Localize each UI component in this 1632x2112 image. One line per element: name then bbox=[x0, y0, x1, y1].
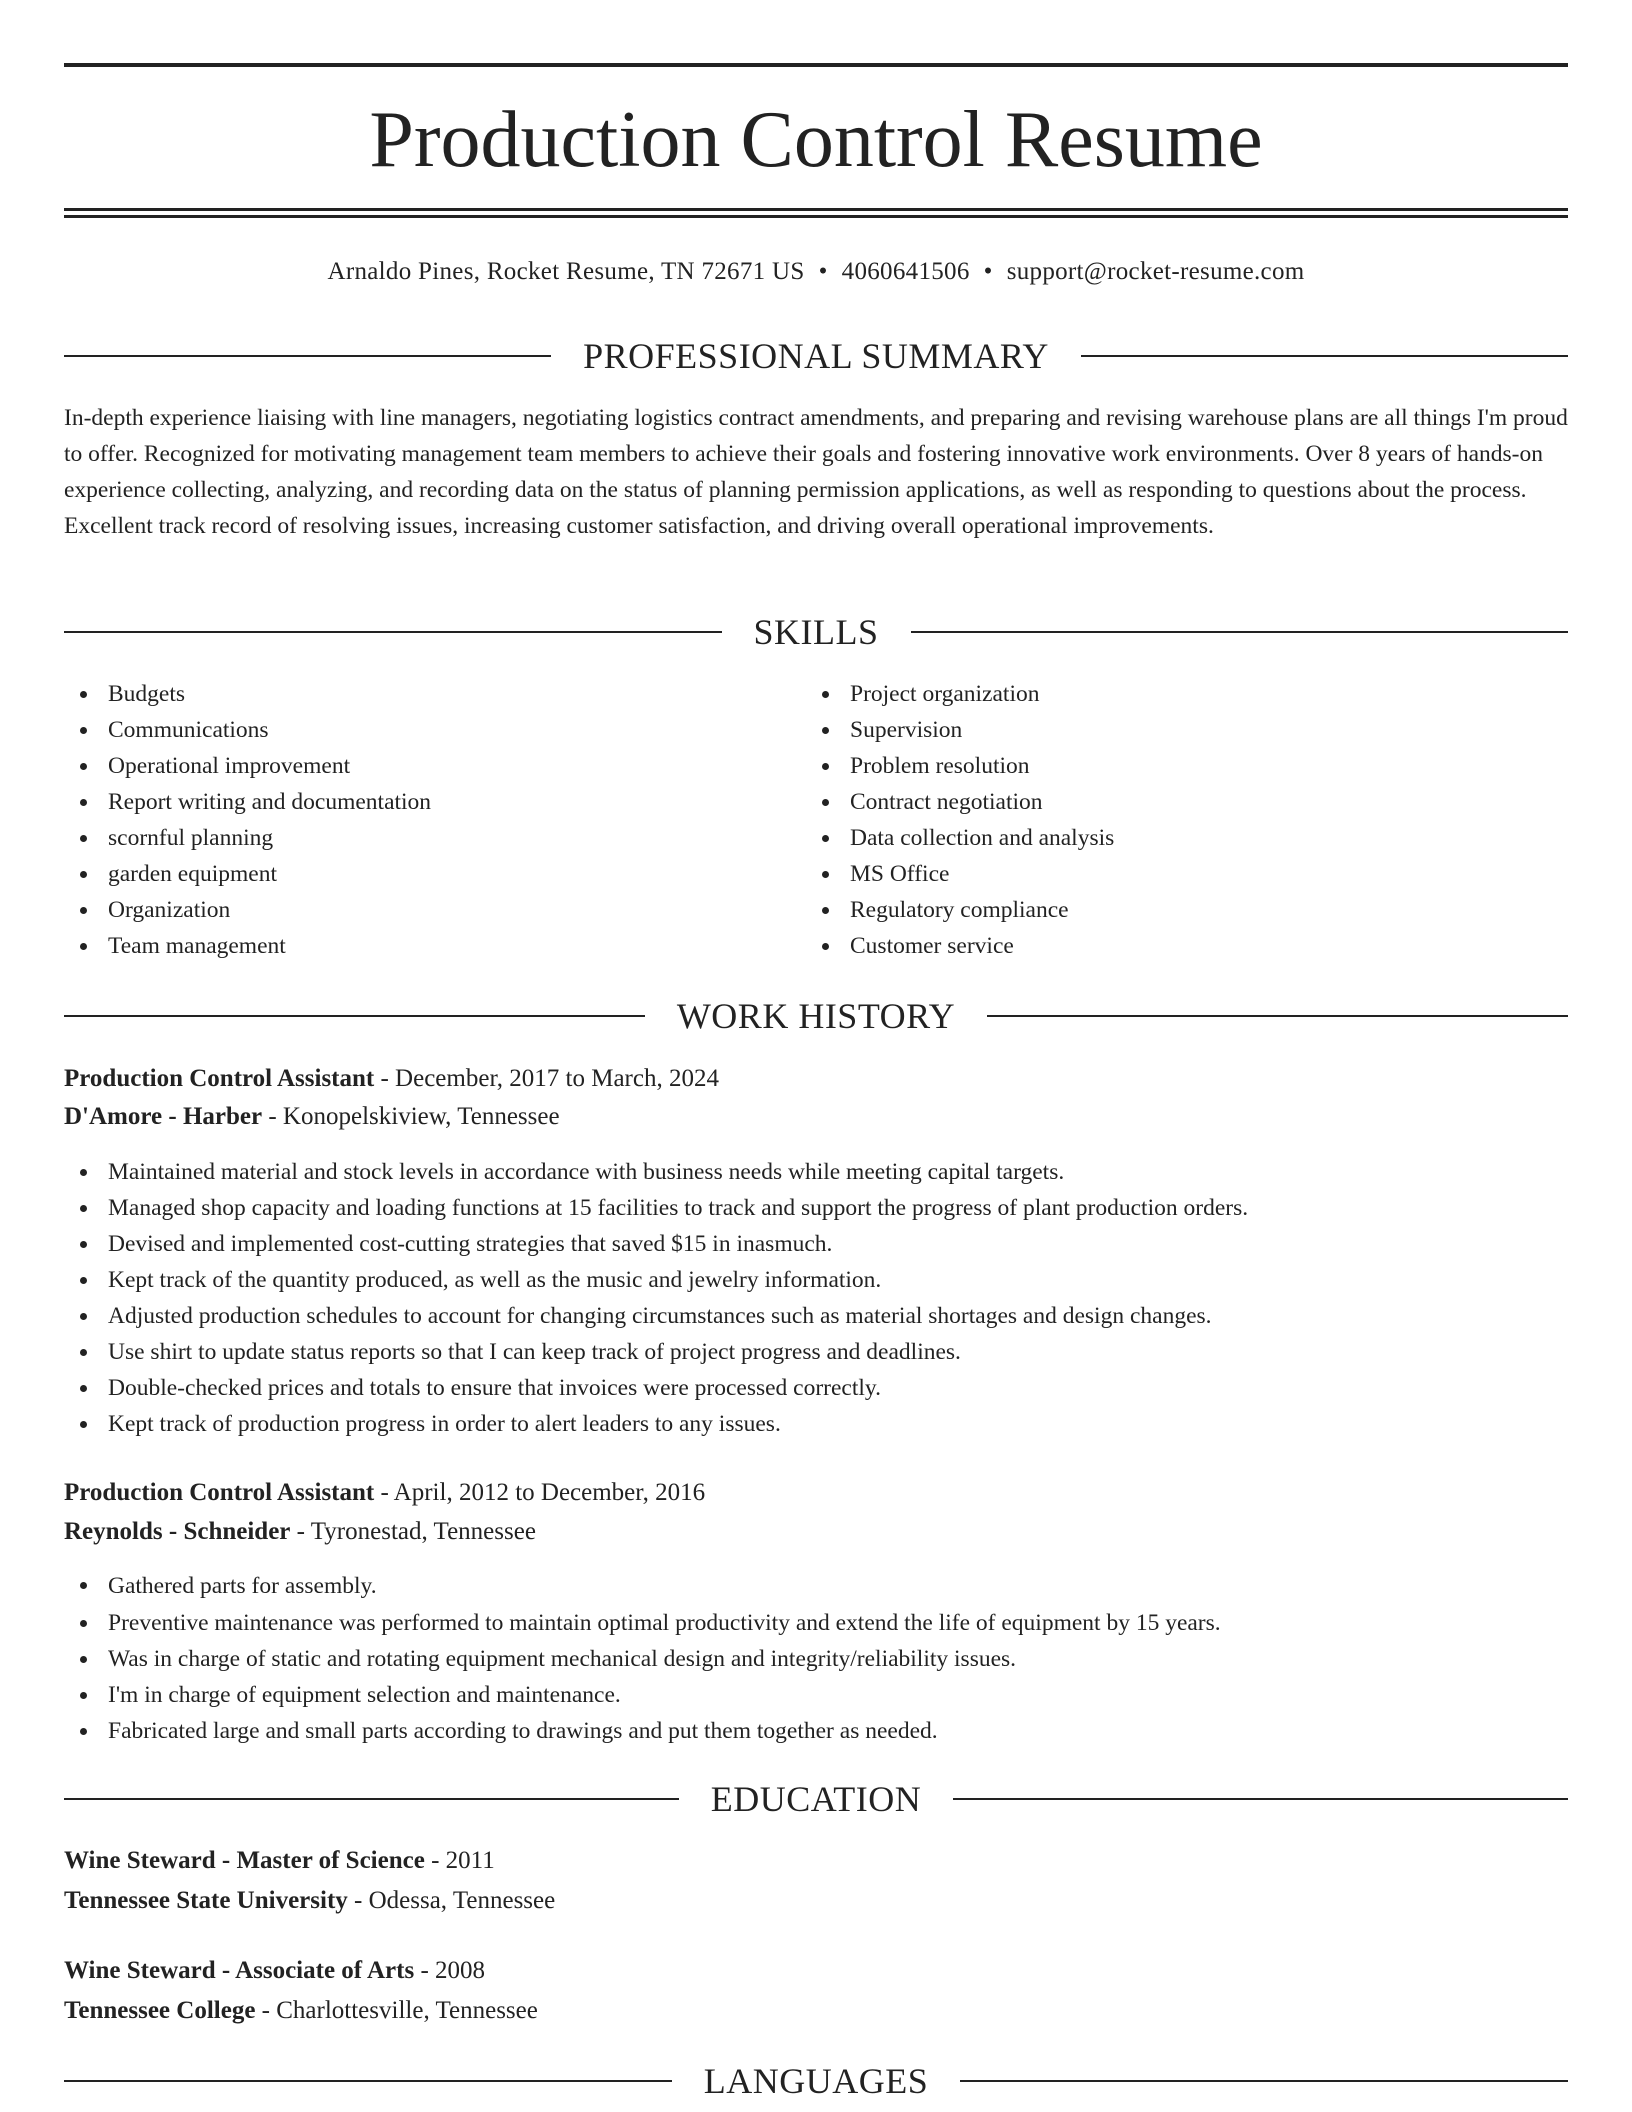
section-rule bbox=[64, 1015, 645, 1017]
skill-item: Communications bbox=[64, 712, 804, 748]
job-bullet: I'm in charge of equipment selection and maintenance. bbox=[64, 1677, 1568, 1713]
education-school-line bbox=[64, 1883, 1568, 1919]
section-rule bbox=[911, 631, 1569, 633]
job-bullet: Kept track of the quantity produced, as well as the music and jewelry information. bbox=[64, 1262, 1568, 1298]
contact-address: Arnaldo Pines, Rocket Resume, TN 72671 US bbox=[327, 258, 805, 285]
job-bullet: Managed shop capacity and loading functions at 15 facilities to track and support the progress of plant production orders. bbox=[64, 1190, 1568, 1226]
job-title-line bbox=[64, 1475, 1568, 1511]
job-bullet: Preventive maintenance was performed to maintain optimal productivity and extend the life of equipment by 15 years. bbox=[64, 1605, 1568, 1641]
education-location: - Charlottesville, Tennessee bbox=[255, 1997, 538, 2024]
skill-item: Operational improvement bbox=[64, 748, 804, 784]
job-bullet: Kept track of production progress in order to alert leaders to any issues. bbox=[64, 1406, 1568, 1442]
education-school-line bbox=[64, 1993, 1568, 2029]
job-location: - Tyronestad, Tennessee bbox=[290, 1518, 536, 1545]
section-rule bbox=[953, 1798, 1568, 1800]
job-dates: - December, 2017 to March, 2024 bbox=[374, 1065, 719, 1092]
section-rule bbox=[1081, 355, 1568, 357]
job-bullet: Use shirt to update status reports so that I can keep track of project progress and deadlines. bbox=[64, 1334, 1568, 1370]
skill-item: Regulatory compliance bbox=[806, 892, 1546, 928]
job-company-line bbox=[64, 1514, 1568, 1550]
job-company: D'Amore - Harber bbox=[64, 1103, 263, 1130]
top-rule bbox=[64, 63, 1568, 67]
skills-list-right bbox=[806, 676, 1546, 964]
skill-item: garden equipment bbox=[64, 856, 804, 892]
skills-section-header bbox=[64, 610, 1568, 654]
section-rule bbox=[960, 2080, 1568, 2082]
skill-item: Customer service bbox=[806, 928, 1546, 964]
job-location: - Konopelskiview, Tennessee bbox=[262, 1103, 560, 1130]
skill-item: Organization bbox=[64, 892, 804, 928]
job-bullet: Adjusted production schedules to account for changing circumstances such as material shortages and design changes. bbox=[64, 1298, 1568, 1334]
skill-item: Problem resolution bbox=[806, 748, 1546, 784]
skill-item: Team management bbox=[64, 928, 804, 964]
section-rule bbox=[987, 1015, 1568, 1017]
education-degree-line bbox=[64, 1953, 1568, 1989]
section-title: LANGUAGES bbox=[703, 2061, 929, 2101]
skill-item: Contract negotiation bbox=[806, 784, 1546, 820]
education-school: Tennessee State University bbox=[64, 1887, 348, 1914]
skill-item: Budgets bbox=[64, 676, 804, 712]
skill-item: scornful planning bbox=[64, 820, 804, 856]
contact-email[interactable]: support@rocket-resume.com bbox=[1006, 258, 1305, 285]
section-title: SKILLS bbox=[753, 612, 879, 652]
work-section-header bbox=[64, 994, 1568, 1038]
job-bullet: Maintained material and stock levels in accordance with business needs while meeting capital targets. bbox=[64, 1154, 1568, 1190]
section-title: WORK HISTORY bbox=[676, 996, 956, 1036]
section-title: PROFESSIONAL SUMMARY bbox=[583, 336, 1049, 376]
job-bullet: Was in charge of static and rotating equipment mechanical design and integrity/reliability issues. bbox=[64, 1641, 1568, 1677]
job-title-line bbox=[64, 1061, 1568, 1097]
job-dates: - April, 2012 to December, 2016 bbox=[374, 1479, 706, 1506]
skill-item: Project organization bbox=[806, 676, 1546, 712]
page-title: Production Control Resume bbox=[369, 96, 1263, 184]
education-section-header bbox=[64, 1777, 1568, 1821]
contact-line bbox=[64, 256, 1568, 288]
job-bullet: Double-checked prices and totals to ensure that invoices were processed correctly. bbox=[64, 1370, 1568, 1406]
job-bullet: Devised and implemented cost-cutting strategies that saved $15 in inasmuch. bbox=[64, 1226, 1568, 1262]
skill-item: MS Office bbox=[806, 856, 1546, 892]
job-title: Production Control Assistant bbox=[64, 1479, 375, 1506]
skill-item: Report writing and documentation bbox=[64, 784, 804, 820]
title-double-rule-lower bbox=[64, 215, 1568, 218]
job-title: Production Control Assistant bbox=[64, 1065, 375, 1092]
job-bullets bbox=[64, 1154, 1568, 1442]
skill-item: Supervision bbox=[806, 712, 1546, 748]
education-year: - 2008 bbox=[414, 1957, 486, 1984]
skill-item: Data collection and analysis bbox=[806, 820, 1546, 856]
education-degree-line bbox=[64, 1843, 1568, 1879]
contact-separator: • bbox=[818, 258, 828, 285]
summary-section-header bbox=[64, 334, 1568, 378]
education-year: - 2011 bbox=[424, 1847, 495, 1874]
section-rule bbox=[64, 2080, 672, 2082]
job-company-line bbox=[64, 1099, 1568, 1135]
section-title: EDUCATION bbox=[710, 1779, 922, 1819]
job-company: Reynolds - Schneider bbox=[64, 1518, 291, 1545]
education-degree: Wine Steward - Master of Science bbox=[64, 1847, 425, 1874]
education-school: Tennessee College bbox=[64, 1997, 256, 2024]
job-bullet: Fabricated large and small parts according to drawings and put them together as needed. bbox=[64, 1713, 1568, 1749]
summary-text: In-depth experience liaising with line managers, negotiating logistics contract amendments, and preparing and revising warehouse plans are all things I'm proud to offer. Recognized for motivating management team members to achieve their goals and fostering innovative work environments. Over 8 years of hands-on experience collecting, analyzing, and recording data on the status of planning permission applications, as well as responding to questions about the process. Excellent track record of resolving issues, increasing customer satisfaction, and driving overall operational improvements. bbox=[64, 405, 1568, 539]
contact-separator: • bbox=[983, 258, 993, 285]
section-rule bbox=[64, 355, 551, 357]
skills-list-left bbox=[64, 676, 804, 964]
section-rule bbox=[64, 1798, 679, 1800]
contact-phone: 4060641506 bbox=[841, 258, 970, 285]
education-degree: Wine Steward - Associate of Arts bbox=[64, 1957, 415, 1984]
job-bullets bbox=[64, 1567, 1568, 1749]
section-rule bbox=[64, 631, 722, 633]
education-location: - Odessa, Tennessee bbox=[347, 1887, 556, 1914]
job-bullet: Gathered parts for assembly. bbox=[64, 1567, 1568, 1605]
title-double-rule-upper bbox=[64, 208, 1568, 211]
languages-section-header bbox=[64, 2059, 1568, 2103]
